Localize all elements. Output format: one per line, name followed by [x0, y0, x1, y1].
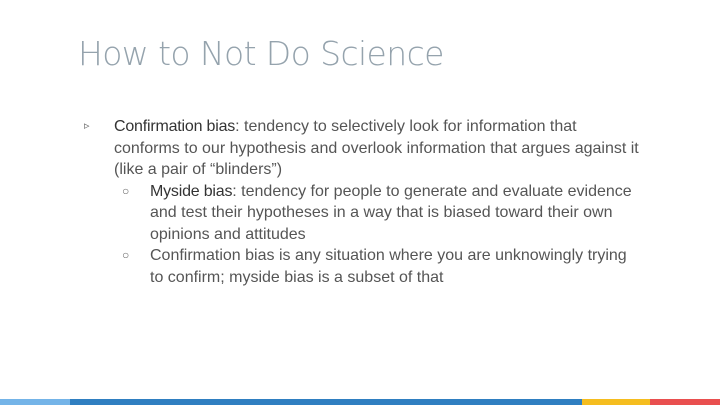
circle-bullet-icon: ○ [122, 183, 130, 198]
footer-bar-red [650, 399, 720, 405]
footer-color-bar [0, 399, 720, 405]
footer-bar-blue [70, 399, 582, 405]
term-myside-bias: Myside bias [150, 182, 233, 200]
footer-bar-light-blue [0, 399, 70, 405]
comparison-text: Confirmation bias is any situation where you are unknowingly trying to confirm; myside bias is a subset of that [150, 247, 627, 286]
footer-bar-yellow [582, 399, 650, 405]
sub-bullet-comparison [84, 245, 644, 288]
definition-myside-bias: : tendency for people to generate and evaluate evidence and test their hypotheses in a way that is biased toward their own opinions and attitudes [150, 182, 632, 243]
term-confirmation-bias: Confirmation bias [114, 118, 236, 135]
bullet-confirmation-bias [84, 116, 644, 181]
circle-bullet-icon: ○ [122, 248, 130, 262]
definition-confirmation-bias: : tendency to selectively look for information that conforms to our hypothesis and overlook information that argues against it (like a pair of “blinders”) [114, 118, 639, 178]
slide-body [84, 116, 644, 288]
slide-title: How to Not Do Science [78, 34, 444, 73]
sub-bullet-myside-bias [84, 181, 644, 246]
triangle-bullet-icon: ▹ [84, 120, 90, 132]
